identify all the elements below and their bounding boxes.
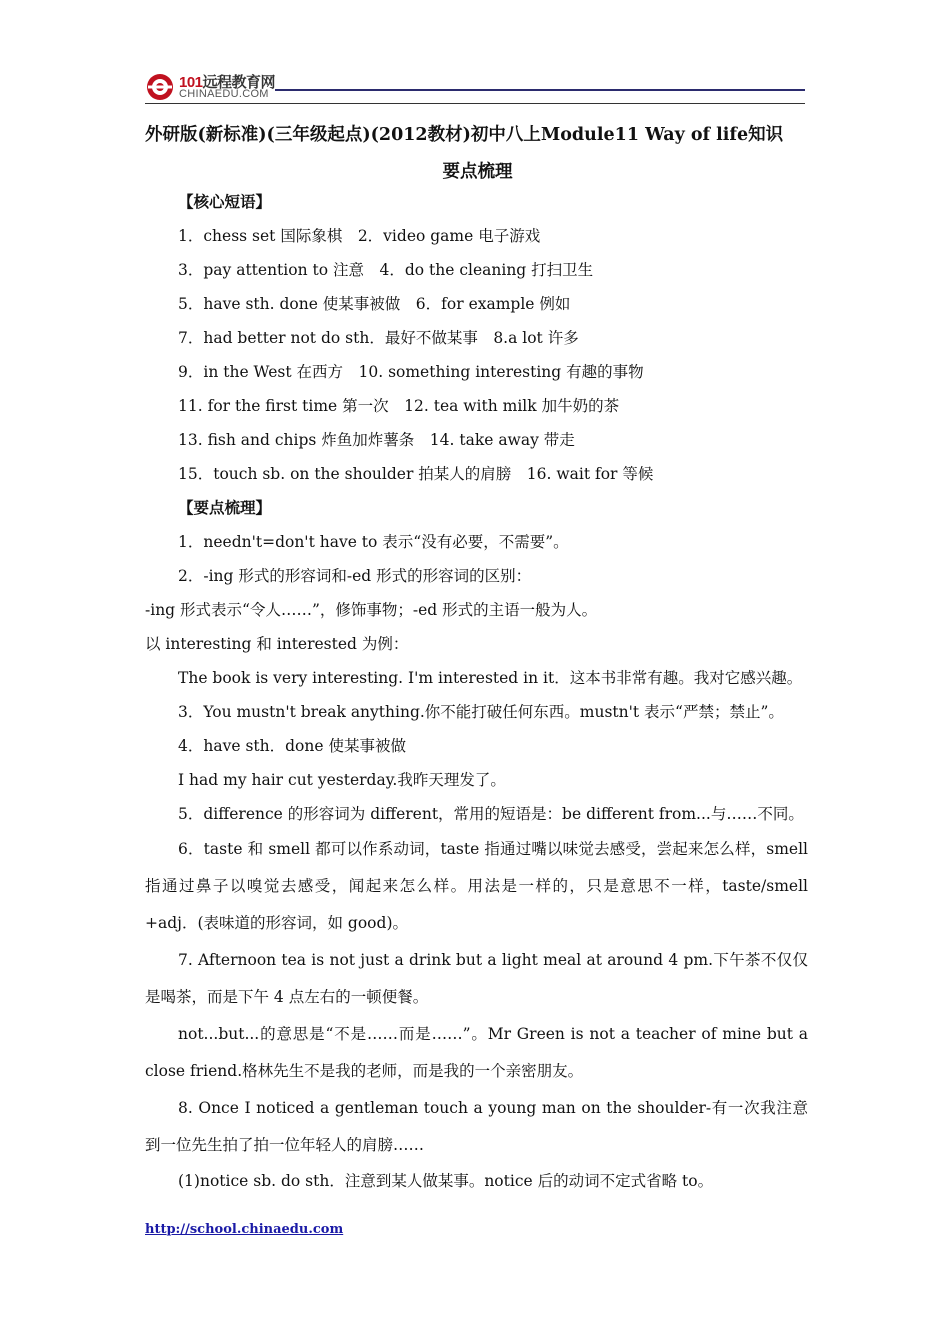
point-line: I had my hair cut yesterday.我昨天理发了。 [178,771,506,789]
phrase-line: 5．have sth. done 使某事被做 6．for example 例如 [178,295,571,313]
point-line: (1)notice sb. do sth．注意到某人做某事。notice 后的动词不定式省略 to。 [178,1172,714,1190]
phrase-line: 15．touch sb. on the shoulder 拍某人的肩膀 16. wait for 等候 [178,465,654,483]
phrase-line: 11. for the first time 第一次 12. tea with milk 加牛奶的茶 [178,397,620,415]
page-header [145,70,810,110]
title-line-2: 要点梳理 [442,162,513,182]
point-line: 5．difference 的形容词为 different，常用的短语是：be different from...与……不同。 [178,805,804,823]
logo-number: 101 [179,74,203,91]
point-line: 2．-ing 形式的形容词和-ed 形式的形容词的区别： [178,567,532,585]
section-heading-points: 【要点梳理】 [178,498,272,517]
phrase-line: 9．in the West 在西方 10. something interesting 有趣的事物 [178,363,644,381]
title-line-1: 外研版(新标准)(三年级起点)(2012教材)初中八上Module11 Way of life知识 [145,125,784,145]
phrase-line: 7．had better not do sth．最好不做某事 8.a lot 许多 [178,329,579,347]
footer-link[interactable]: http://school.chinaedu.com [145,1222,344,1237]
point-line: 4．have sth．done 使某事被做 [178,737,406,755]
point-paragraph: 6．taste 和 smell 都可以作系动词，taste 指通过嘴以味觉去感受，尝起来怎么样，smell 指通过鼻子以嗅觉去感受，闻起来怎么样。用法是一样的，只是意思不一样，taste/smell +adj．(表味道的形容词，如 good)。 [145,840,808,932]
section-heading-phrases: 【核心短语】 [178,192,272,211]
header-rule-dark [275,89,805,91]
phrase-line: 13. fish and chips 炸鱼加炸薯条 14. take away 带走 [178,431,575,449]
logo-domain: CHINAEDU.COM [179,88,269,100]
logo-chinese: 远程教育网 [202,74,276,91]
page-footer [145,1222,343,1237]
point-line: The book is very interesting. I'm interested in it．这本书非常有趣。我对它感兴趣。 [178,669,803,687]
phrase-line: 3．pay attention to 注意 4．do the cleaning 打扫卫生 [178,261,594,279]
document-body [145,185,808,1198]
header-rule-thin [145,103,805,104]
logo-emblem-icon [145,72,175,102]
chinaedu-logo [145,70,285,104]
point-paragraph: 7. Afternoon tea is not just a drink but a light meal at around 4 pm.下午茶不仅仅是喝茶，而是下午 4 点左右的一顿便餐。 [145,951,808,1006]
document-title [145,117,810,191]
point-paragraph: 8. Once I noticed a gentleman touch a young man on the shoulder-有一次我注意到一位先生拍了拍一位年轻人的肩膀…… [145,1099,808,1154]
point-line: 以 interesting 和 interested 为例： [145,635,409,653]
point-line: 3．You mustn't break anything.你不能打破任何东西。mustn't 表示“严禁；禁止”。 [178,703,784,721]
point-line: -ing 形式表示“令人……”，修饰事物；-ed 形式的主语一般为人。 [145,601,598,619]
point-paragraph: not...but...的意思是“不是……而是……”。Mr Green is not a teacher of mine but a close friend.格林先生不是我的老师，而是我的一个亲密朋友。 [145,1025,808,1080]
point-line: 1．needn't=don't have to 表示“没有必要，不需要”。 [178,533,569,551]
phrase-line: 1．chess set 国际象棋 2．video game 电子游戏 [178,227,541,245]
